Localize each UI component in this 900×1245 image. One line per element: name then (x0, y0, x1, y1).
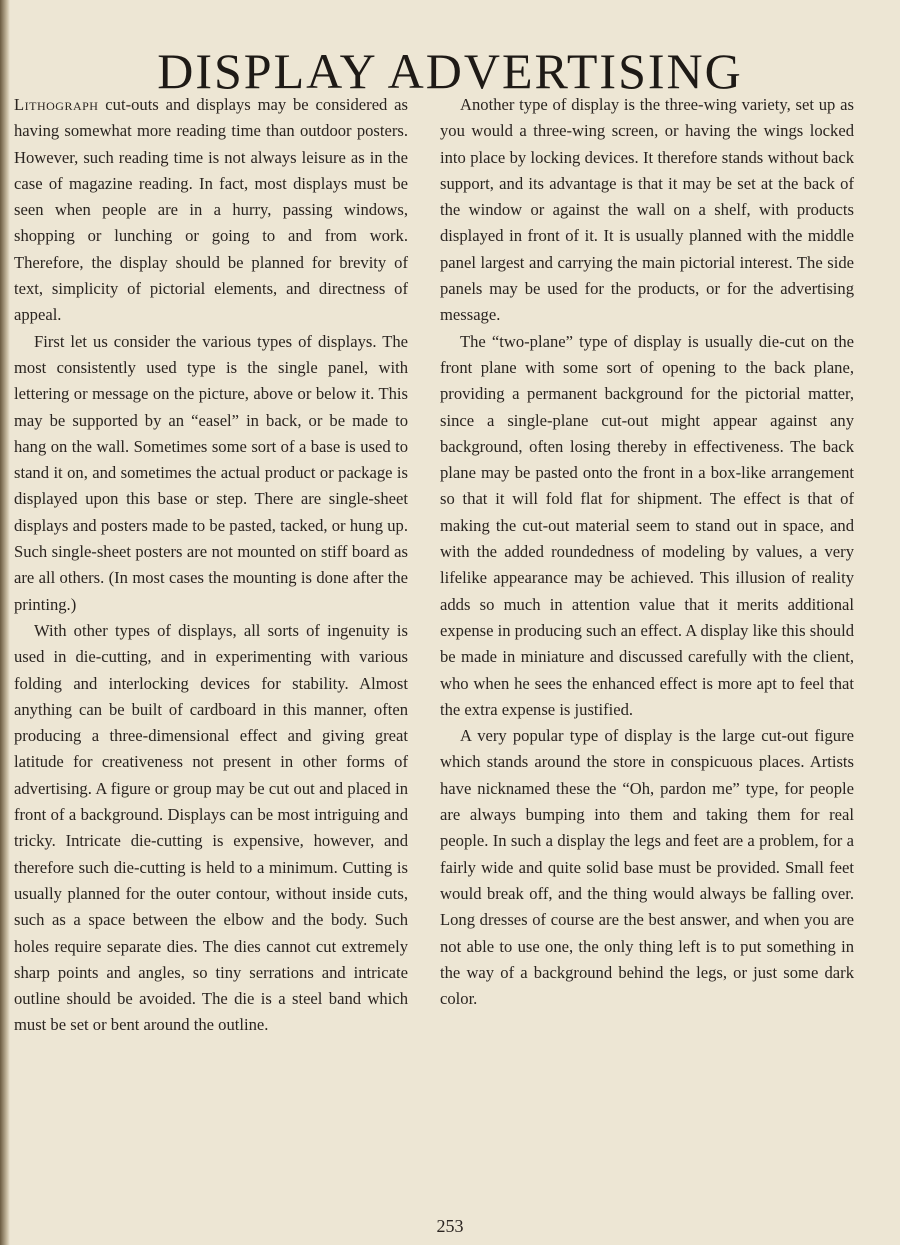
left-paragraph-2: First let us consider the various types of displays. The most consistently used type is the single panel, with lettering or message on the picture, above or below it. This may be supported by an “easel” in back, or be made to hang on the wall. Sometimes some sort of a base is used to stand it on, and sometimes the actual product or package is displayed upon this base or step. There are single-sheet displays and posters made to be pasted, tacked, or hung up. Such single-sheet posters are not mounted on stiff board as are all others. (In most cases the mounting is done after the printing.) (14, 331, 408, 614)
left-paragraph-3: With other types of displays, all sorts of ingenuity is used in die-cutting, and in experimenting with various folding and interlocking devices for stability. Almost anything can be built of cardboard in this manner, often producing a three-dimensional effect and giving great latitude for creativeness not present in other forms of advertising. A figure or group may be cut out and placed in front of a background. Displays can be most intriguing and tricky. Intricate die-cutting is expensive, however, and therefore such die-cutting is held to a minimum. Cutting is usually planned for the outer contour, without inside cuts, such as a space between the elbow and the body. Such holes require separate dies. The dies cannot cut extremely sharp points and angles, so tiny serrations and intricate outline should be avoided. The die is a steel band which must be set or bent around the outline. (14, 620, 408, 1035)
right-paragraph-1: Another type of display is the three-wing variety, set up as you would a three-wing screen, or having the wings locked into place by locking devices. It therefore stands without back support, and its advantage is that it may be set at the back of the window or against the wall on a shelf, with products displayed in front of it. It is usually planned with the middle panel largest and carrying the main pictorial interest. The side panels may be used for the products, or for the advertising message. (440, 95, 854, 325)
lead-word: Lithograph (14, 95, 99, 114)
book-gutter-shadow (0, 0, 10, 1245)
left-paragraph-1 (14, 92, 408, 329)
left-paragraph-1-text: cut-outs and displays may be considered as having somewhat more reading time than outdoor posters. However, such reading time is not always leisure as in the case of magazine reading. In fact, most displays must be seen when people are in a hurry, passing windows, shopping or lunching or going to and from work. Therefore, the display should be planned for brevity of text, simplicity of pictorial elements, and directness of appeal. (14, 95, 408, 325)
right-paragraph-2: The “two-plane” type of display is usually die-cut on the front plane with some sort of opening to the back plane, providing a permanent background for the pictorial matter, since a single-plane cut-out might appear against any background, often losing thereby in effectiveness. The back plane may be pasted onto the front in a box-like arrangement so that it will fold flat for shipment. The effect is that of making the cut-out material seem to stand out in space, and with the added roundedness of modeling by values, a very lifelike appearance may be achieved. This illusion of reality adds so much in attention value that it merits additional expense in producing such an effect. A display like this should be made in miniature and discussed carefully with the client, who when he sees the enhanced effect is more apt to feel that the extra expense is justified. (440, 331, 855, 719)
page-title: DISPLAY ADVERTISING (157, 42, 743, 99)
right-paragraph-3: A very popular type of display is the large cut-out figure which stands around the store in conspicuous places. Artists have nicknamed these the “Oh, pardon me” type, for people are always bumping into them and taking them for real people. In such a display the legs and feet are a problem, for a fairly wide and quite solid base must be provided. Small feet would break off, and the thing would always be falling over. Long dresses of course are the best answer, and when you are not able to use one, the only thing left is to put something in the way of a background behind the legs, or just some dark color. (440, 726, 854, 1009)
right-column (440, 92, 854, 1012)
left-column (14, 92, 408, 1039)
page-number: 253 (436, 1216, 464, 1236)
